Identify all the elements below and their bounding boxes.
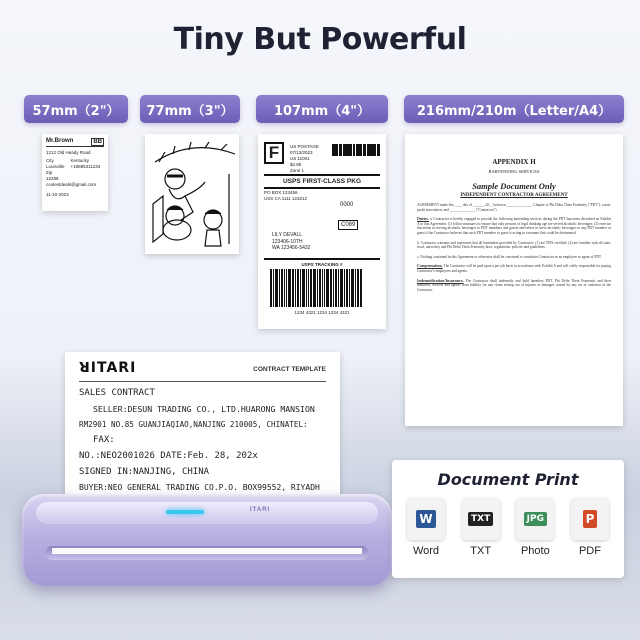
label-107mm-shipping — [258, 134, 386, 329]
recipient-name: Mr.Brown — [46, 138, 74, 144]
a4-document: APPENDIX H BARTENDING SERVICES Sample Document Only INDEPENDENT CONTRACTOR AGREEMENT AGREEMENT made this ____ day of ______, 20__ between ______________, Chapter of Phi Delta Theta Fraternity ("PDT"), a non-profit association, and ______________ ("Contractor"). Duties. a. Contractor is hereby engaged to provide the following bartending services during the PDT functions described on Exhibit A to this Agreement. (1) follow measures to ensure that only persons of legal drinking age are served alcoholic beverages; (2) exercise discretion in serving alcoholic beverages to PDT members and guests and refuse to serve alcoholic beverages to any PDT member or guest if the Contractor believes that such PDT member or guest is acting in a manner that could be detrimental. b. Contractor warrants and represents that all bartenders provided by Contractor: (1) are TIPS certified; (2) are familiar with all state, local, university and Phi Delta Theta Fraternity laws, regulations, policies and guidelines. c. Nothing contained in this Agreement or otherwise shall be construed to constitute Contractor as an employee or agent of PDT. Compensation. The Contractor will be paid upon a per job basis in accordance with Exhibit A and will solely responsible for paying Contractor's employees and agents. Indemnification/Insurance. The Contractor shall indemnify and hold harmless PDT, Phi Delta Theta Fraternity and their members, officers and agents from liability for any claim arising out of injuries or damages caused by any act or omission of the Contractor. — [405, 134, 623, 426]
contract-line: SALES CONTRACT — [79, 388, 155, 398]
field: Zip — [46, 170, 53, 175]
body-paragraph: b. Contractor warrants and represents that all bartenders provided by Contractor: (1) are TIPS certified; (2) are familiar with all state, local, university and Phi Delta Theta Fraternity laws, regulations, policies and guidelines. — [417, 240, 611, 250]
zero-code: 0000 — [340, 202, 354, 208]
printer-brand: ITARI — [250, 507, 271, 513]
tracking-title: USPS TRACKING # — [301, 262, 343, 267]
format-caption: TXT — [470, 545, 492, 557]
word-icon: W — [407, 498, 445, 540]
field: City — [46, 158, 54, 163]
route-code: C089 — [338, 220, 358, 230]
card-title: Document Print — [437, 470, 579, 489]
itari-logo: ꓤITARI — [79, 360, 137, 376]
field: 12288 — [46, 176, 59, 181]
field: +18885311234 — [70, 164, 101, 169]
status-led — [166, 510, 204, 514]
postage-barcode — [332, 144, 380, 156]
contract-line: RM2901 NO.85 GUANJIAQIAO,NANJING 210005, CHINATEL: — [79, 420, 308, 429]
contract-line: SIGNED IN:NANJING, CHINA — [79, 467, 210, 477]
format-caption: Photo — [520, 545, 550, 557]
format-txt — [459, 498, 503, 557]
section-heading: Compensation. — [417, 263, 443, 269]
recipient-address-1: 123406-10TH — [272, 238, 303, 245]
contract-line: SELLER:DESUN TRADING CO., LTD.HUARONG MANSION — [93, 404, 315, 414]
size-tag-107mm: 107mm（4"） — [256, 95, 388, 123]
service-header: USPS FIRST-CLASS PKG — [264, 174, 380, 189]
date: 11-10-2023 — [46, 192, 69, 197]
template-label: CONTRACT TEMPLATE — [253, 366, 326, 373]
tracking-area — [264, 258, 380, 318]
field: Louisville — [46, 164, 65, 169]
section-heading: Indemnification/Insurance. — [417, 277, 464, 283]
contract-printout — [65, 352, 340, 512]
contract-line: NO.:NEO2001026 DATE:Feb. 28, 202x — [79, 451, 258, 461]
sample-heading: Sample Document Only — [472, 181, 556, 191]
cartoon-illustration — [145, 134, 239, 254]
tracking-barcode — [270, 269, 374, 307]
appendix-subtitle: BARTENDING SERVICES — [488, 169, 540, 174]
portable-printer — [22, 494, 392, 586]
service-letter: F — [264, 142, 284, 164]
contract-line: FAX: — [93, 435, 115, 445]
txt-icon: TXT — [462, 498, 500, 540]
recipient-name: LILY DEVALL — [272, 232, 303, 238]
tracking-number: 1234 4321 1234 1234 4321 — [294, 310, 350, 315]
box-code: BB — [93, 139, 102, 145]
size-tag-77mm: 77mm（3"） — [140, 95, 240, 123]
size-tag-57mm: 57mm（2"） — [24, 95, 128, 123]
photo-icon: JPG — [516, 498, 554, 540]
appendix-title: APPENDIX H — [492, 158, 536, 166]
paper-feed — [52, 548, 362, 554]
format-caption: PDF — [578, 545, 601, 557]
field: Kentucky — [70, 158, 90, 163]
body-paragraph: AGREEMENT made this ____ day of ______, 20__ between ______________, Chapter of Phi Delta Theta Fraternity ("PDT"), a non-profit association, and ______________ ("Contractor"). — [417, 203, 611, 212]
body-paragraph: c. Nothing contained in this Agreement or otherwise shall be construed to constitute Contractor as an employee or agent of PDT. — [417, 254, 602, 259]
postage-text: US POSTAGE 07/13/2023 US 11001 $2.85 Zone 1 — [290, 144, 319, 173]
format-photo — [513, 498, 557, 557]
address: 1212 Old Heady Road — [46, 150, 91, 155]
section-heading: Duties. — [417, 216, 429, 222]
recipient-address-2: WA 123456-5432 — [272, 245, 311, 251]
printer-top-panel — [36, 502, 378, 524]
pdf-icon: P — [571, 498, 609, 540]
sender-text: PO BOX 123456 USS CA 1111 123212 — [264, 190, 308, 201]
document-print-card — [392, 460, 624, 578]
divider — [79, 381, 326, 382]
format-pdf — [568, 498, 612, 557]
page-title: Tiny But Powerful — [173, 22, 467, 57]
contract-line: BUYER:NEO GENERAL TRADING CO.P.O. BOX99552, RIYADH — [79, 483, 320, 492]
size-tag-a4: 216mm/210m（Letter/A4） — [404, 95, 624, 123]
label-57mm — [42, 134, 108, 211]
format-caption: Word — [412, 545, 440, 557]
email: coolestdeals@gmail.com — [46, 182, 97, 187]
label-77mm-drawing — [145, 134, 239, 254]
format-word — [404, 498, 448, 557]
format-icons — [404, 498, 612, 557]
agreement-heading: INDEPENDENT CONTRACTOR AGREEMENT — [460, 193, 568, 198]
